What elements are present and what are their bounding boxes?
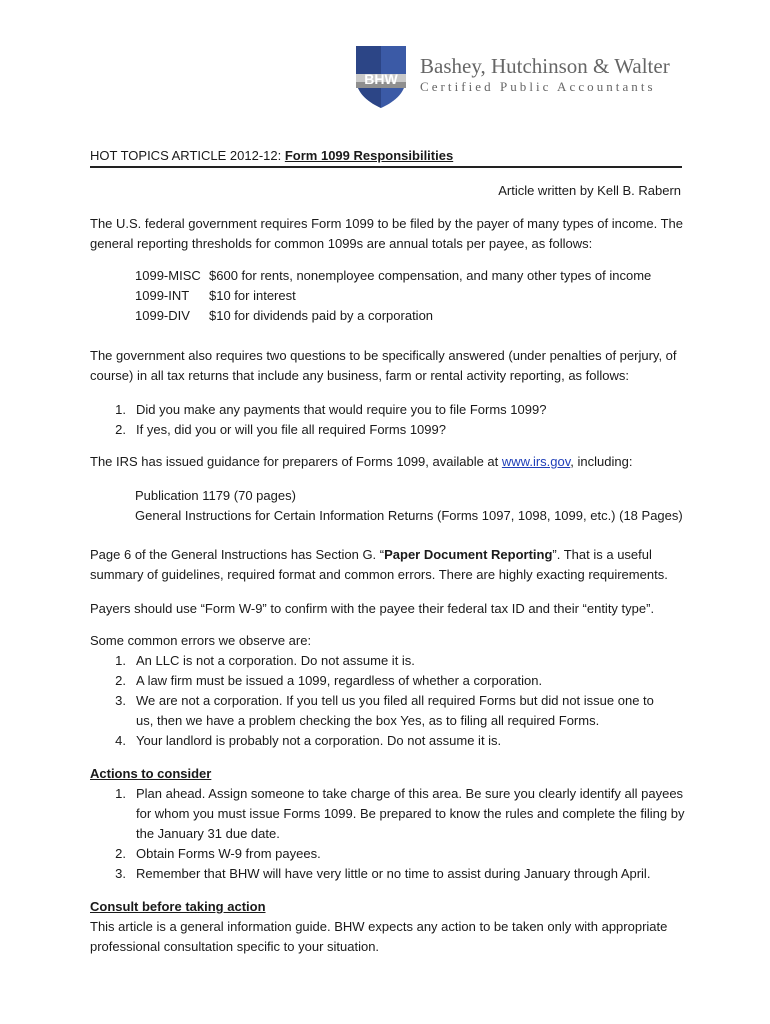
error-item	[104, 651, 415, 671]
action-item	[104, 784, 683, 804]
intro-line-2: general reporting thresholds for common 1099s are annual totals per payee, as follows:	[90, 236, 593, 251]
item-number: 4.	[115, 733, 126, 748]
item-text: If yes, did you or will you file all required Forms 1099?	[136, 422, 446, 437]
publication-line: General Instructions for Certain Information Returns (Forms 1097, 1098, 1099, etc.) (18 Pages)	[135, 508, 683, 523]
author-line: Article written by Kell B. Rabern	[498, 183, 681, 198]
action-item-continuation: for whom you must issue Forms 1099. Be prepared to know the rules and complete the filing by	[136, 806, 685, 821]
threshold-desc: $600 for rents, nonemployee compensation, and many other types of income	[209, 268, 652, 283]
item-number: 2.	[115, 846, 126, 861]
page6-text-after: ”. That is a useful	[552, 547, 652, 562]
intro-line-1: The U.S. federal government requires Form 1099 to be filed by the payer of many types of income. The	[90, 216, 684, 231]
publication-line: Publication 1179 (70 pages)	[135, 488, 296, 503]
letterhead	[352, 44, 732, 110]
firm-name: Bashey, Hutchinson & Walter	[420, 54, 670, 78]
error-item	[104, 691, 654, 711]
actions-heading-text: Actions to consider	[90, 766, 212, 781]
bhw-shield-logo	[352, 44, 410, 110]
actions-heading	[90, 764, 211, 784]
questions-intro-line-2: course) in all tax returns that include any business, farm or rental activity reporting, as follows:	[90, 368, 630, 383]
item-number: 1.	[115, 402, 126, 417]
item-text: Your landlord is probably not a corporation. Do not assume it is.	[136, 733, 502, 748]
item-number: 2.	[115, 422, 126, 437]
item-text: Did you make any payments that would require you to file Forms 1099?	[136, 402, 547, 417]
firm-subtitle: Certified Public Accountants	[420, 79, 656, 94]
threshold-row	[135, 266, 651, 286]
w9-line: Payers should use “Form W-9” to confirm with the payee their federal tax ID and their “entity type”.	[90, 601, 655, 616]
item-text: We are not a corporation. If you tell us you filed all required Forms but did not issue one to	[136, 693, 654, 708]
threshold-desc: $10 for interest	[209, 288, 296, 303]
article-title: Form 1099 Responsibilities	[284, 148, 454, 163]
consult-line-1: This article is a general information guide. BHW expects any action to be taken only with appropriate	[90, 919, 668, 934]
page6-text: Page 6 of the General Instructions has Section G. “	[90, 547, 385, 562]
question-item	[104, 420, 446, 440]
threshold-row	[135, 286, 296, 306]
action-item-continuation: the January 31 due date.	[136, 826, 280, 841]
error-item	[104, 671, 542, 691]
irs-text-after: , including:	[570, 454, 633, 469]
irs-link[interactable]: www.irs.gov	[501, 454, 571, 469]
questions-intro-line-1: The government also requires two questions to be specifically answered (under penalties of perjury, of	[90, 348, 677, 363]
item-text: Remember that BHW will have very little or no time to assist during January through April.	[136, 866, 651, 881]
item-text: Obtain Forms W-9 from payees.	[136, 846, 321, 861]
action-item	[104, 844, 321, 864]
errors-intro: Some common errors we observe are:	[90, 633, 312, 648]
threshold-form: 1099-MISC	[135, 268, 201, 283]
page6-line-1	[90, 545, 652, 565]
action-item	[104, 864, 650, 884]
item-number: 1.	[115, 653, 126, 668]
item-text: Plan ahead. Assign someone to take charge of this area. Be sure you clearly identify all payees	[136, 786, 684, 801]
error-item	[104, 731, 501, 751]
consult-heading-text: Consult before taking action	[90, 899, 266, 914]
item-number: 3.	[115, 693, 126, 708]
threshold-desc: $10 for dividends paid by a corporation	[209, 308, 434, 323]
title-divider	[90, 166, 682, 168]
article-title-line	[90, 146, 453, 166]
irs-line	[90, 452, 632, 472]
question-item	[104, 400, 546, 420]
item-number: 1.	[115, 786, 126, 801]
threshold-form: 1099-INT	[135, 288, 190, 303]
consult-heading	[90, 897, 266, 917]
page6-bold: Paper Document Reporting	[384, 547, 553, 562]
item-text: A law firm must be issued a 1099, regardless of whether a corporation.	[136, 673, 543, 688]
item-number: 2.	[115, 673, 126, 688]
consult-line-2: professional consultation specific to your situation.	[90, 939, 380, 954]
title-prefix: HOT TOPICS ARTICLE 2012-12:	[90, 148, 285, 163]
irs-text: The IRS has issued guidance for preparers of Forms 1099, available at	[90, 454, 502, 469]
threshold-row	[135, 306, 433, 326]
item-number: 3.	[115, 866, 126, 881]
page6-line-2: summary of guidelines, required format and common errors. There are highly exacting requirements.	[90, 567, 668, 582]
item-text: An LLC is not a corporation. Do not assume it is.	[136, 653, 415, 668]
error-item-continuation: us, then we have a problem checking the box Yes, as to filing all required Forms.	[136, 713, 600, 728]
threshold-form: 1099-DIV	[135, 308, 190, 323]
logo-text: BHW	[364, 71, 398, 87]
